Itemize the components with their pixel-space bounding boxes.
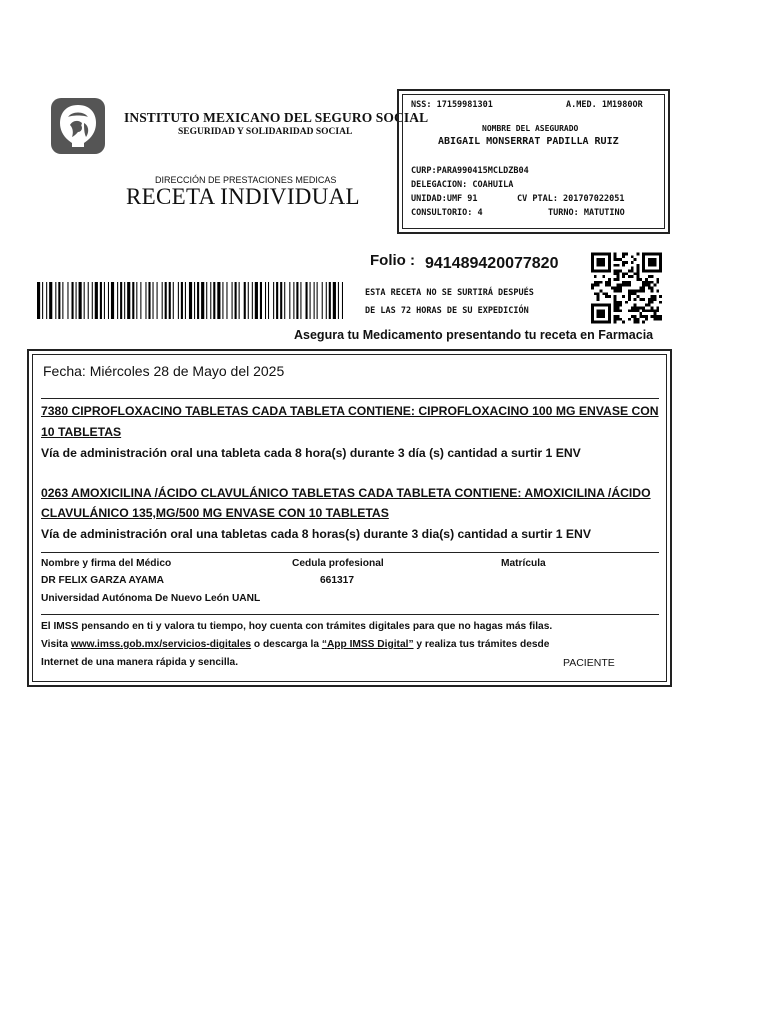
- copy-label: PACIENTE: [563, 657, 615, 669]
- doctor-label: Nombre y firma del Médico: [41, 558, 172, 569]
- barcode: [37, 282, 343, 319]
- consultorio: CONSULTORIO: 4: [411, 208, 483, 218]
- folio-number: 941489420077820: [425, 255, 559, 272]
- medication-2-line2: CLAVULÁNICO 135,MG/500 MG ENVASE CON 10 TABLETAS: [41, 506, 389, 520]
- qr-code: [591, 251, 662, 325]
- university: Universidad Autónoma De Nuevo León UANL: [41, 593, 261, 604]
- institution-name: INSTITUTO MEXICANO DEL SEGURO SOCIAL: [124, 110, 429, 125]
- pharmacy-notice: Asegura tu Medicamento presentando tu receta en Farmacia: [294, 328, 654, 342]
- document-title: RECETA INDIVIDUAL: [126, 184, 360, 209]
- cedula-number: 661317: [320, 575, 354, 586]
- patient-name: ABIGAIL MONSERRAT PADILLA RUIZ: [438, 136, 619, 147]
- amed: A.MED. 1M1980OR: [566, 100, 643, 110]
- institution-motto: SEGURIDAD Y SOLIDARIDAD SOCIAL: [178, 127, 353, 137]
- imss-logo: [50, 97, 106, 155]
- prescription-inner-frame: [32, 354, 667, 682]
- prescription-date: Fecha: Miércoles 28 de Mayo del 2025: [43, 363, 285, 379]
- footer-mid: o descarga la: [251, 639, 322, 650]
- department-name: DIRECCIÓN DE PRESTACIONES MEDICAS: [155, 175, 337, 185]
- footer-visita: Visita: [41, 639, 71, 650]
- cv-ptal: CV PTAL: 201707022051: [517, 194, 625, 204]
- services-link[interactable]: www.imss.gob.mx/servicios-digitales: [70, 639, 252, 650]
- cedula-label: Cedula profesional: [292, 558, 384, 569]
- nss: NSS: 17159981301: [411, 100, 493, 110]
- divider: [41, 398, 659, 399]
- footer-line2: [41, 639, 549, 650]
- patient-name-label: NOMBRE DEL ASEGURADO: [482, 124, 579, 133]
- divider: [41, 614, 659, 615]
- medication-2-line1: 0263 AMOXICILINA /ÁCIDO CLAVULÁNICO TABLETAS CADA TABLETA CONTIENE: AMOXICILINA /ÁCIDO: [41, 486, 651, 500]
- footer-line3: Internet de una manera rápida y sencilla.: [41, 657, 239, 668]
- matricula-label: Matrícula: [501, 558, 546, 569]
- unidad: UNIDAD:UMF 91: [411, 194, 478, 204]
- medication-1-line1: 7380 CIPROFLOXACINO TABLETAS CADA TABLETA CONTIENE: CIPROFLOXACINO 100 MG ENVASE CON: [41, 404, 659, 418]
- patient-info-inner-frame: [402, 94, 665, 229]
- medication-1-instructions: Vía de administración oral una tableta cada 8 hora(s) durante 3 día (s) cantidad a surtir 1 ENV: [41, 446, 581, 460]
- expiry-warning-line2: DE LAS 72 HORAS DE SU EXPEDICIÓN: [365, 306, 529, 316]
- patient-info-box: [397, 89, 670, 234]
- divider: [41, 552, 659, 553]
- footer-line1: El IMSS pensando en ti y valora tu tiempo, hoy cuenta con trámites digitales para que no hagas más filas.: [41, 621, 553, 632]
- folio-label: Folio :: [370, 252, 415, 269]
- prescription-box: [27, 349, 672, 687]
- doctor-name: DR FELIX GARZA AYAMA: [41, 575, 165, 586]
- turno: TURNO: MATUTINO: [548, 208, 625, 218]
- curp: CURP:PARA990415MCLDZB04: [411, 166, 529, 176]
- delegacion: DELEGACION: COAHUILA: [411, 180, 514, 190]
- medication-1-line2: 10 TABLETAS: [41, 425, 122, 439]
- expiry-warning-line1: ESTA RECETA NO SE SURTIRÁ DESPUÉS: [365, 288, 534, 298]
- footer-end: y realiza tus trámites desde: [413, 639, 550, 650]
- app-name: “App IMSS Digital”: [321, 639, 414, 650]
- medication-2-instructions: Vía de administración oral una tabletas cada 8 horas(s) durante 3 dia(s) cantidad a surtir 1 ENV: [41, 527, 591, 541]
